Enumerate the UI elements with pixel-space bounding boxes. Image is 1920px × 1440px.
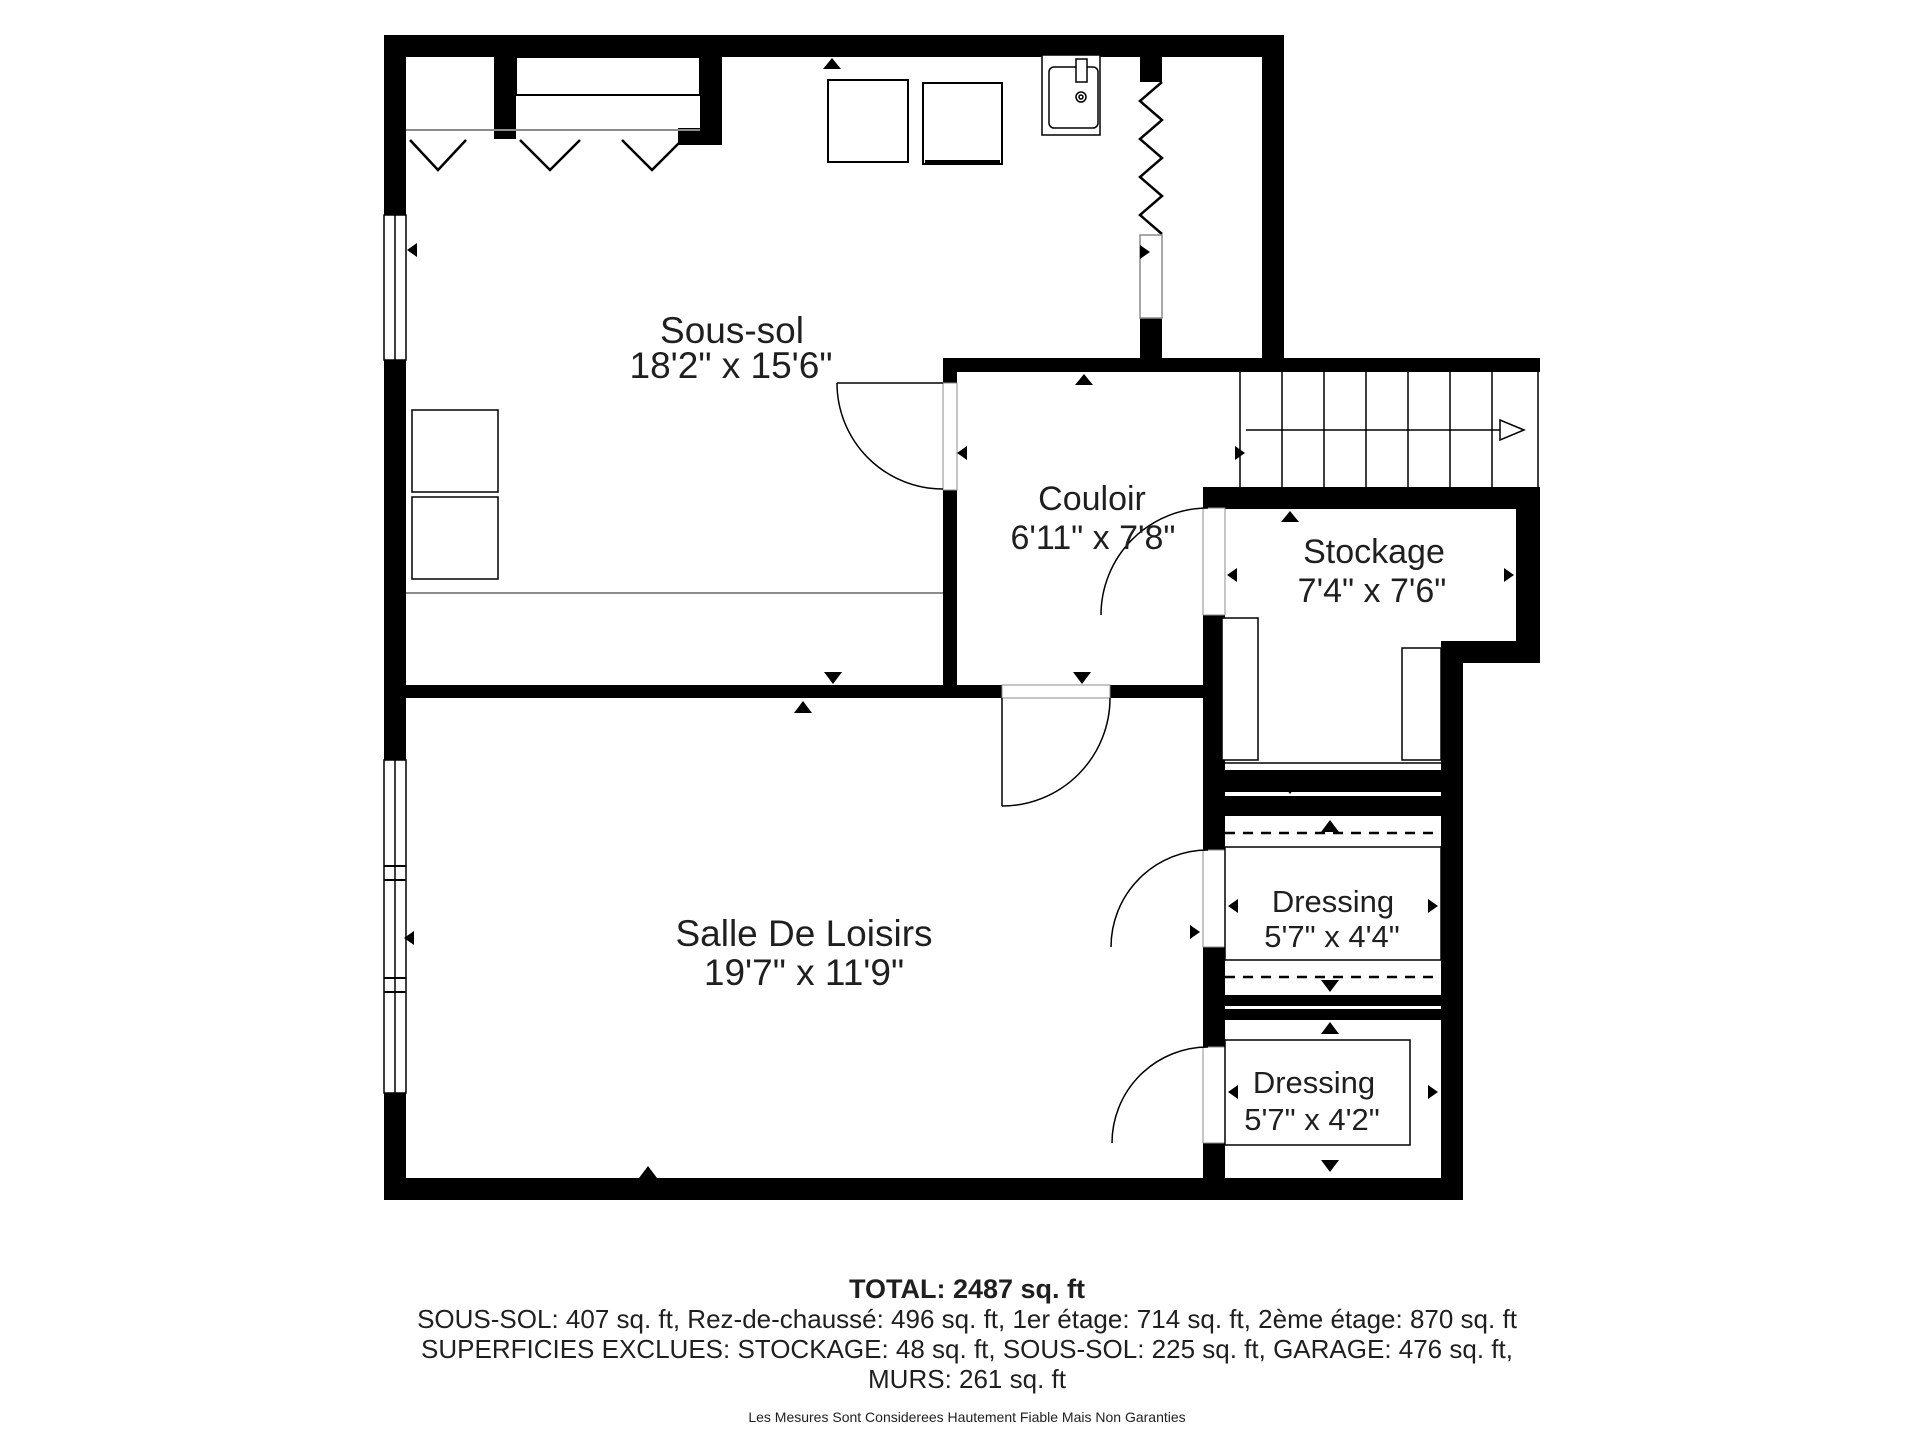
wall-marker-icon (407, 243, 417, 257)
door-swing-icon (837, 383, 957, 490)
wall-stockage-top (1203, 487, 1540, 509)
room-label-salle-de-loisirs: Salle De Loisirs (675, 913, 933, 954)
closet-shelf-icon (516, 57, 700, 95)
sink-icon (1042, 55, 1100, 135)
wall-dressing-divider-a (1203, 995, 1463, 1006)
bifold-door-icon (622, 140, 682, 170)
wall-top (384, 35, 1284, 57)
shelf-icon (1402, 648, 1441, 760)
storage-box-icon (412, 410, 498, 492)
wall-marker-icon (1321, 1160, 1339, 1172)
room-label-dressing-1: Dressing (1271, 884, 1395, 919)
wall-closet-divider (494, 57, 516, 139)
room-dims-couloir: 6'11" x 7'8" (1010, 519, 1176, 557)
wall-couloir-left-b (943, 490, 957, 698)
washer-icon (828, 80, 908, 162)
bifold-door-icon (410, 140, 466, 170)
wall-zigzag-bottom (1140, 318, 1162, 372)
room-label-dressing-2: Dressing (1252, 1065, 1376, 1100)
summary-excluded: SUPERFICIES EXCLUES: STOCKAGE: 48 sq. ft, SOUS-SOL: 225 sq. ft, GARAGE: 476 sq. ft, (421, 1334, 1513, 1364)
wall-couloir-left-a (943, 358, 957, 383)
wall-marker-icon (1281, 511, 1299, 522)
wall-marker-icon (823, 58, 841, 69)
wall-zigzag-top (1140, 57, 1162, 82)
window-icon (384, 760, 406, 1093)
accordion-door-icon (1140, 82, 1162, 318)
wall-col-4 (1203, 1143, 1225, 1178)
wall-stockage-bottom-a (1203, 770, 1463, 792)
summary-floors: SOUS-SOL: 407 sq. ft, Rez-de-chaussé: 496 sq. ft, 1er étage: 714 sq. ft, 2ème étage: 870 sq. ft (417, 1304, 1517, 1334)
room-dims-dressing-1: 5'7" x 4'4" (1264, 919, 1400, 954)
wall-bottom (384, 1178, 1463, 1200)
wall-dressing-divider-b (1203, 1009, 1463, 1020)
wall-right-lower (1441, 641, 1463, 1200)
door-swing-icon (1112, 1047, 1225, 1143)
wall-marker-icon (824, 672, 842, 684)
laundry-area (828, 55, 1100, 164)
room-dims-stockage: 7'4" x 7'6" (1297, 572, 1447, 610)
room-dims-salle-de-loisirs: 19'7" x 11'9" (703, 952, 905, 993)
wall-marker-icon (1504, 568, 1514, 582)
summary-total: TOTAL: 2487 sq. ft (848, 1274, 1086, 1304)
room-label-couloir: Couloir (1038, 480, 1146, 518)
closet-top-left (406, 57, 700, 170)
door-swing-icon (1002, 685, 1110, 806)
summary-block (417, 1274, 1518, 1425)
room-label-stockage: Stockage (1303, 533, 1445, 571)
wall-marker-icon (1321, 1022, 1339, 1034)
wall-left-2 (384, 360, 406, 760)
wall-left-1 (384, 35, 406, 215)
wall-marker-icon (957, 446, 967, 460)
wall-marker-icon (794, 701, 812, 713)
shelf-icon (1222, 618, 1258, 760)
wall-marker-icon (1073, 672, 1091, 684)
wall-marker-icon (1321, 980, 1339, 992)
wall-right-upper (1262, 35, 1284, 372)
room-label-sous-sol: Sous-sol (660, 310, 804, 351)
wall-stockage-right (1516, 487, 1540, 663)
bifold-door-icon (520, 140, 580, 170)
walls (384, 35, 1540, 1200)
wall-marker-icon (1321, 820, 1339, 832)
room-dims-sous-sol: 18'2" x 15'6" (629, 345, 833, 386)
wall-marker-icon (639, 1166, 657, 1178)
summary-disclaimer: Les Mesures Sont Considerees Hautement Fiable Mais Non Garanties (748, 1409, 1186, 1425)
storage-box-icon (412, 497, 498, 579)
doors (837, 383, 1225, 1143)
summary-walls: MURS: 261 sq. ft (868, 1364, 1066, 1394)
wall-stockage-bottom-b (1203, 796, 1463, 816)
stairs-icon (1240, 372, 1538, 487)
wall-divider-a (384, 685, 1002, 698)
wall-marker-icon (1075, 374, 1093, 385)
door-swing-icon (1111, 850, 1225, 947)
dryer-icon (923, 83, 1002, 164)
room-dims-dressing-2: 5'7" x 4'2" (1244, 1102, 1380, 1137)
wall-marker-icon (1227, 568, 1237, 582)
wall-marker-icon (1428, 1085, 1438, 1099)
window-icon (384, 215, 406, 360)
wall-marker-icon (1190, 925, 1200, 939)
wall-couloir-top (943, 358, 1540, 372)
